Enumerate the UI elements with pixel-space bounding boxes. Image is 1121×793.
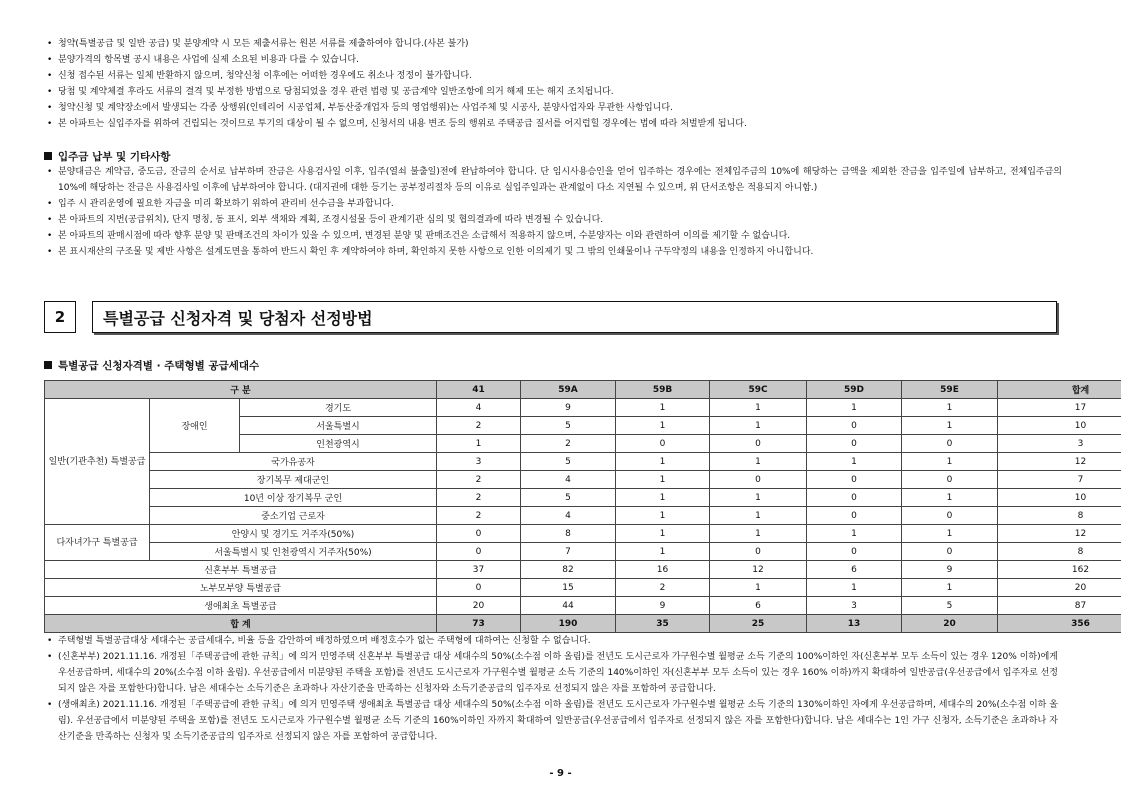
table-cell: 1 [902,453,998,471]
header-type-41: 41 [437,381,521,399]
table-row [45,561,1121,579]
page-number: - 9 - [549,768,572,779]
list-item: • 청약신청 및 계약장소에서 발생되는 각종 상행위(인테리어 시공업체, 부동산중개업자 등의 영업행위)는 사업주체 및 시공사, 분양사업자와 무관한 사항입니다. [44,100,1062,116]
table-cell: 1 [616,489,710,507]
general-notice-list [44,36,1062,132]
list-item: • 분양대금은 계약금, 중도금, 잔금의 순서로 납부하며 잔금은 사용검사일 이후, 입주(열쇠 불출일)전에 완납하여야 합니다. 단 임시사용승인을 얻어 입주하는 경우에는 전체입주금의 10%에 해당하는 금액을 제외한 잔금을 입주일에 납부하고, 전체입주금의 10%에 해당하는 잔금은 사용검사일 이후에 납부하여야 합니다. (대지권에 대한 등기는 공부정리절차 등의 이유로 실입주일과는 관계없이 다소 지연될 수 있으며, 위 단서조항은 적용되지 아니함.) [44,164,1062,196]
table-cell: 10 [998,417,1121,435]
table-cell: 1 [437,435,521,453]
table-cell: 8 [521,525,616,543]
table-cell: 0 [437,543,521,561]
table-cell: 1 [807,399,902,417]
table-cell: 20 [437,597,521,615]
table-cell: 2 [437,417,521,435]
table-cell: 13 [807,615,902,633]
table-cell: 5 [521,417,616,435]
general-notice-section [44,36,1062,132]
header-type-59b: 59B [616,381,710,399]
row-label: 장기복무 제대군인 [150,471,437,489]
table-cell: 1 [807,525,902,543]
table-cell: 20 [902,615,998,633]
table-cell: 0 [710,543,807,561]
row-label: 서울특별시 [240,417,437,435]
table-cell: 0 [437,579,521,597]
square-bullet-icon [44,152,52,160]
table-cell: 1 [710,489,807,507]
table-row [45,489,1121,507]
table-cell: 0 [902,435,998,453]
table-cell: 1 [807,453,902,471]
table-cell: 190 [521,615,616,633]
table-cell: 0 [902,471,998,489]
table-cell: 1 [616,543,710,561]
list-item: • (생애최초) 2021.11.16. 개정된「주택공급에 관한 규칙」에 의거 민영주택 생애최초 특별공급 대상 세대수의 50%(소수점 이하 올림)를 전년도 도시근로자 가구원수별 월평균 소득 기준의 130%이하인 자에게 우선공급하며, 세대수의 20%(소수점 이하 올림). 우선공급에서 미분양된 주택을 포함)를 전년도 도시근로자 가구원수별 월평균 소득 기준의 160%이하인 자까지 확대하여 일반공급(우선공급에서 입주자로 선정되지 않은 자를 포함한다)합니다. 남은 세대수는 1인 가구 신청자, 소득기준은 초과하나 자산기준을 만족하는 신청자 및 소득기준공급의 입주자로 선정되지 않은 자를 포함하여 공급합니다. [44,697,1058,745]
table-cell: 12 [710,561,807,579]
table-cell: 4 [521,507,616,525]
table-cell: 73 [437,615,521,633]
table-notes [44,633,1058,745]
group-label-multichild: 다자녀가구 특별공급 [45,525,150,561]
list-item: • 본 표시재산의 구조물 및 제반 사항은 설계도면을 통하여 반드시 확인 후 계약하여야 하며, 확인하지 못한 사항으로 인한 이의제기 및 그 밖의 인쇄물이나 구두약정의 내용을 인정하지 아니합니다. [44,244,1062,260]
row-label: 노부모부양 특별공급 [45,579,437,597]
row-label: 안양시 및 경기도 거주자(50%) [150,525,437,543]
chapter-number: 2 [44,301,76,333]
table-row [45,579,1121,597]
table-cell: 82 [521,561,616,579]
group-label-general: 일반(기관추천) 특별공급 [45,399,150,525]
list-item: • 본 아파트는 실입주자를 위하여 건립되는 것이므로 투기의 대상이 될 수 없으며, 신청서의 내용 변조 등의 행위로 주택공급 질서를 어지럽힐 경우에는 법에 따라 처벌받게 됩니다. [44,116,1062,132]
table-cell: 0 [710,471,807,489]
table-cell: 0 [437,525,521,543]
table-cell: 35 [616,615,710,633]
table-cell: 87 [998,597,1121,615]
list-item: • (신혼부부) 2021.11.16. 개정된「주택공급에 관한 규칙」에 의거 민영주택 신혼부부 특별공급 대상 세대수의 50%(소수점 이하 올림)를 전년도 도시근로자 가구원수별 월평균 소득 기준의 100%이하인 자(신혼부부 모두 소득이 있는 경우 120% 이하)에게 우선공급하며, 세대수의 20%(소수점 이하 올림). 우선공급에서 미분양된 주택을 포함)를 전년도 도시근로자 가구원수별 월평균 소득 기준의 140%이하인 자(신혼부부 모두 소득이 있는 경우 160% 이하)까지 확대하여 일반공급(우선공급에서 입주자로 선정되지 않은 자를 포함한다)합니다. 남은 세대수는 소득기준은 초과하나 자산기준을 만족하는 신청자와 소득기준공급의 입주자로 선정되지 않은 자를 포함하여 공급합니다. [44,649,1058,697]
table-cell: 0 [807,507,902,525]
table-cell: 1 [616,417,710,435]
table-cell: 162 [998,561,1121,579]
supply-table [44,380,1121,633]
table-cell: 1 [710,579,807,597]
table-cell: 9 [521,399,616,417]
table-row [45,543,1121,561]
row-label: 국가유공자 [150,453,437,471]
row-label: 중소기업 근로자 [150,507,437,525]
payment-list [44,164,1062,260]
chapter-title: 특별공급 신청자격 및 당첨자 선정방법 [92,301,1057,333]
group-label-disabled: 장애인 [150,399,240,453]
header-type-59d: 59D [807,381,902,399]
table-cell: 2 [437,471,521,489]
list-item: • 본 아파트의 판매시점에 따라 향후 분양 및 판매조건의 차이가 있을 수 있으며, 변경된 분양 및 판매조건은 소급해서 적용하지 않으며, 수분양자는 이와 관련하여 이의를 제기할 수 없습니다. [44,228,1062,244]
table-cell: 2 [616,579,710,597]
list-item: • 입주 시 관리운영에 필요한 자금을 미리 확보하기 위하여 관리비 선수금을 부과합니다. [44,196,1062,212]
table-cell: 1 [710,417,807,435]
table-cell: 0 [807,471,902,489]
table-cell: 4 [521,471,616,489]
table-cell: 1 [616,399,710,417]
table-cell: 12 [998,525,1121,543]
table-row [45,525,1121,543]
table-cell: 9 [902,561,998,579]
table-cell: 7 [998,471,1121,489]
list-item: • 당첨 및 계약체결 후라도 서류의 결격 및 부정한 방법으로 당첨되었을 경우 관련 법령 및 공급계약 일반조항에 의거 해제 또는 해지 조치됩니다. [44,84,1062,100]
row-label: 생애최초 특별공급 [45,597,437,615]
table-cell: 3 [437,453,521,471]
table-cell: 15 [521,579,616,597]
table-cell: 3 [998,435,1121,453]
table-cell: 44 [521,597,616,615]
table-cell: 0 [616,435,710,453]
table-row [45,453,1121,471]
table-cell: 1 [902,489,998,507]
table-cell: 0 [807,543,902,561]
table-cell: 1 [710,507,807,525]
total-label: 합 계 [45,615,437,633]
table-cell: 6 [807,561,902,579]
table-cell: 1 [710,525,807,543]
table-cell: 0 [807,435,902,453]
list-item: • 분양가격의 항목별 공시 내용은 사업에 실제 소요된 비용과 다를 수 있습니다. [44,52,1062,68]
table-cell: 10 [998,489,1121,507]
table-cell: 1 [616,525,710,543]
table-cell: 2 [437,507,521,525]
payment-section [44,164,1062,260]
table-cell: 2 [437,489,521,507]
header-category: 구 분 [45,381,437,399]
table-row [45,399,1121,417]
notes-list [44,633,1058,745]
table-cell: 1 [710,399,807,417]
table-cell: 1 [710,453,807,471]
table-cell: 20 [998,579,1121,597]
table-cell: 5 [521,489,616,507]
row-label: 신혼부부 특별공급 [45,561,437,579]
table-cell: 17 [998,399,1121,417]
table-cell: 356 [998,615,1121,633]
table-cell: 1 [616,471,710,489]
table-header-row [45,381,1121,399]
list-item: • 주택형별 특별공급대상 세대수는 공급세대수, 비율 등을 감안하여 배정하였으며 배정호수가 없는 주택형에 대하여는 신청할 수 없습니다. [44,633,1058,649]
table-cell: 0 [807,417,902,435]
payment-heading: 입주금 납부 및 기타사항 [44,149,170,164]
header-type-59c: 59C [710,381,807,399]
table-cell: 12 [998,453,1121,471]
square-bullet-icon [44,361,52,369]
header-type-59a: 59A [521,381,616,399]
list-item: • 청약(특별공급 및 일반 공급) 및 분양계약 시 모든 제출서류는 원본 서류를 제출하여야 합니다.(사본 불가) [44,36,1062,52]
table-row [45,597,1121,615]
table-cell: 25 [710,615,807,633]
table-cell: 1 [616,507,710,525]
table-cell: 1 [902,579,998,597]
header-total: 합계 [998,381,1121,399]
row-label: 서울특별시 및 인천광역시 거주자(50%) [150,543,437,561]
row-label: 10년 이상 장기복무 군인 [150,489,437,507]
table-cell: 0 [710,435,807,453]
table-cell: 4 [437,399,521,417]
table-total-row [45,615,1121,633]
table-cell: 8 [998,507,1121,525]
table-cell: 16 [616,561,710,579]
table-cell: 2 [521,435,616,453]
table-cell: 5 [902,597,998,615]
table-cell: 1 [902,525,998,543]
table-cell: 8 [998,543,1121,561]
table-cell: 0 [902,507,998,525]
table-cell: 1 [902,399,998,417]
row-label: 인천광역시 [240,435,437,453]
table-cell: 7 [521,543,616,561]
table-heading: 특별공급 신청자격별 · 주택형별 공급세대수 [44,358,259,373]
table-cell: 37 [437,561,521,579]
table-cell: 1 [616,453,710,471]
table-cell: 1 [807,579,902,597]
list-item: • 본 아파트의 지번(공급위치), 단지 명칭, 동 표시, 외부 색채와 계획, 조경시설물 등이 관계기관 심의 및 협의결과에 따라 변경될 수 있습니다. [44,212,1062,228]
table-cell: 1 [902,417,998,435]
table-row [45,507,1121,525]
table-cell: 5 [521,453,616,471]
list-item: • 신청 접수된 서류는 일체 반환하지 않으며, 청약신청 이후에는 어떠한 경우에도 취소나 정정이 불가합니다. [44,68,1062,84]
table-cell: 3 [807,597,902,615]
table-cell: 0 [902,543,998,561]
header-type-59e: 59E [902,381,998,399]
table-cell: 6 [710,597,807,615]
table-cell: 0 [807,489,902,507]
row-label: 경기도 [240,399,437,417]
table-row [45,471,1121,489]
table-cell: 9 [616,597,710,615]
